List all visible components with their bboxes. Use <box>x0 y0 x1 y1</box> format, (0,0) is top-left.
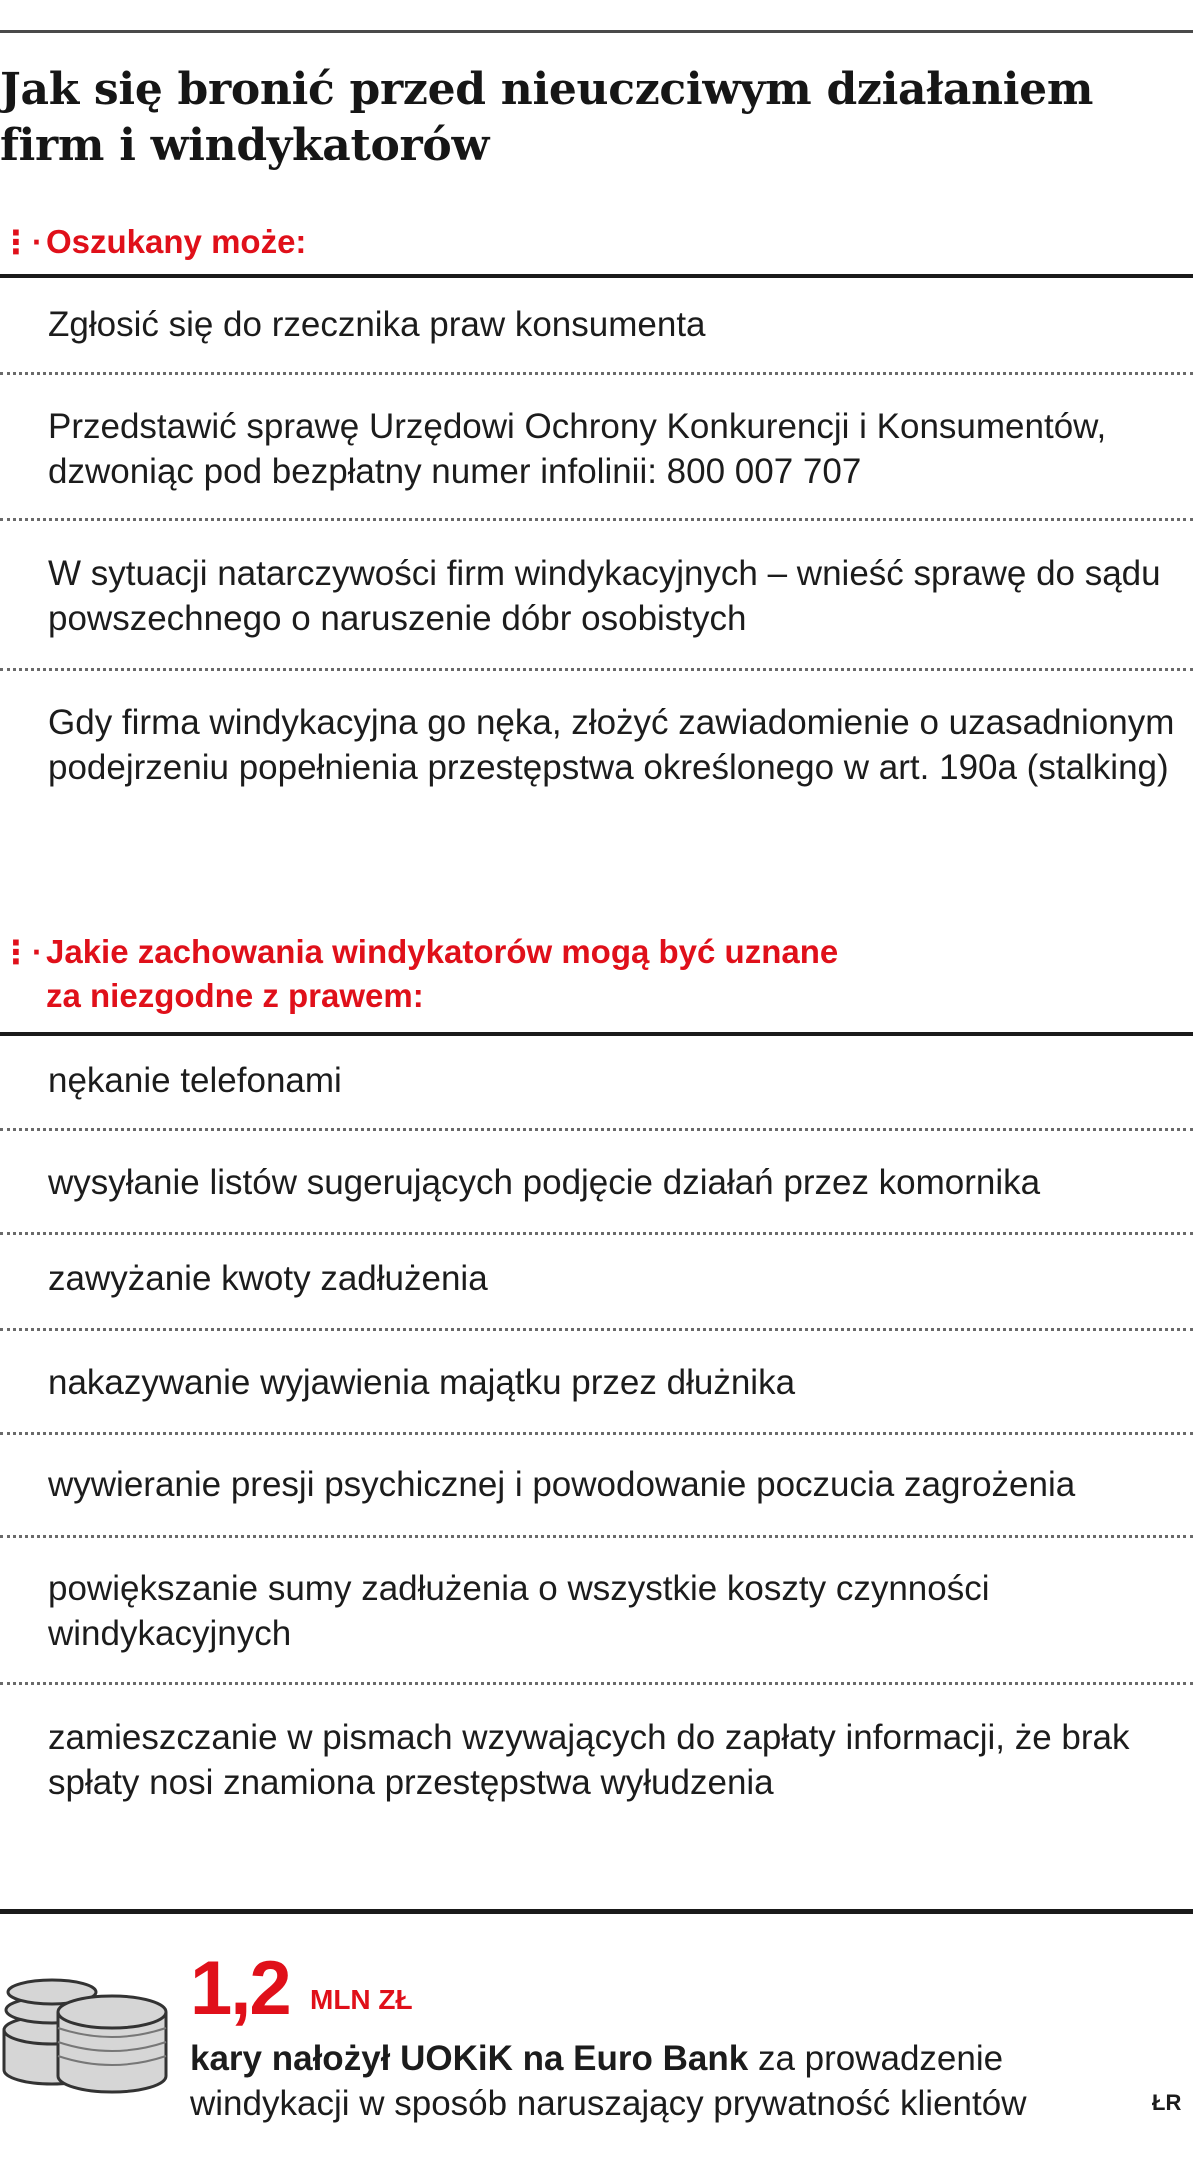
item-divider <box>0 518 1193 521</box>
item-divider <box>0 1328 1193 1331</box>
list-item: wywieranie presji psychicznej i powodowanie poczucia zagrożenia <box>48 1465 1076 1504</box>
item-divider <box>0 668 1193 671</box>
list-item: nękanie telefonami <box>48 1061 342 1100</box>
page-title: Jak się bronić przed nieuczciwym działaniem firm i windykatorów <box>0 64 1094 171</box>
section-2-header <box>0 930 866 1018</box>
section-1-rule <box>0 274 1193 278</box>
list-item: Zgłosić się do rzecznika praw konsumenta <box>48 305 706 344</box>
author-credit: ŁR <box>1152 2090 1182 2115</box>
section-1-header <box>0 220 306 264</box>
stat-rest-text: za prowadzenie windykacji w sposób naruszający prywatność klientów <box>190 2039 1027 2123</box>
bottom-rule <box>0 1909 1193 1914</box>
section-marker-icon: ⋮· <box>0 934 43 970</box>
list-item: Gdy firma windykacyjna go nęka, złożyć zawiadomienie o uzasadnionym podejrzeniu popełnienia przestępstwa określonego w art. 190a (stalking) <box>48 703 1175 787</box>
coins-icon <box>0 1950 180 2100</box>
item-divider <box>0 1535 1193 1538</box>
item-divider <box>0 1232 1193 1235</box>
stat-description <box>190 2036 1150 2126</box>
list-item: powiększanie sumy zadłużenia o wszystkie koszty czynności windykacyjnych <box>48 1569 990 1653</box>
section-marker-icon: ⋮· <box>0 224 43 260</box>
list-item: wysyłanie listów sugerujących podjęcie działań przez komornika <box>48 1163 1041 1202</box>
stat-unit: MLN ZŁ <box>310 1984 413 2015</box>
list-item: zawyżanie kwoty zadłużenia <box>48 1259 488 1298</box>
section-2-rule <box>0 1032 1193 1036</box>
item-divider <box>0 1432 1193 1435</box>
list-item: nakazywanie wyjawienia majątku przez dłużnika <box>48 1363 796 1402</box>
item-divider <box>0 372 1193 375</box>
list-item: W sytuacji natarczywości firm windykacyjnych – wnieść sprawę do sądu powszechnego o naruszenie dóbr osobistych <box>48 554 1161 638</box>
list-item: Przedstawić sprawę Urzędowi Ochrony Konkurencji i Konsumentów, dzwoniąc pod bezpłatny numer infolinii: 800 007 707 <box>48 407 1107 491</box>
top-rule <box>0 30 1193 33</box>
stat-value: 1,2 <box>190 1946 290 2031</box>
list-item: zamieszczanie w pismach wzywających do zapłaty informacji, że brak spłaty nosi znamiona przestępstwa wyłudzenia <box>48 1718 1130 1802</box>
stat-bold-text: kary nałożył UOKiK na Euro Bank <box>190 2039 749 2078</box>
section-2-heading: Jakie zachowania windykatorów mogą być uznane za niezgodne z prawem: <box>46 933 839 1014</box>
item-divider <box>0 1682 1193 1685</box>
section-1-heading: Oszukany może: <box>46 223 307 260</box>
item-divider <box>0 1128 1193 1131</box>
